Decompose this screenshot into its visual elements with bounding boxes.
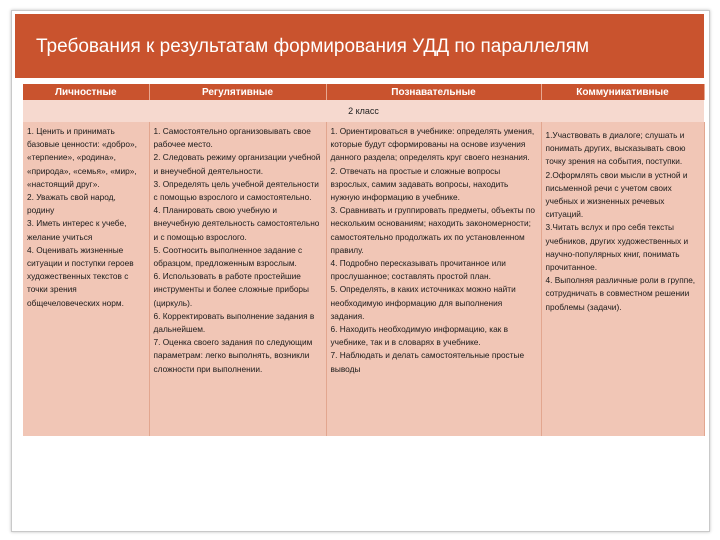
regulatory-text: 1. Самостоятельно организовывать свое рабочее место. 2. Следовать режиму организации учебной и внеучебной деятельности. 3. Определять цель учебной деятельности с помощью взрослого и самостоятельно. 4. Планировать свою учебную и внеучебную деятельность самостоятельно и с помощью взрослого. 5. Соотносить выполненное задание с образцом, предложенным взрослым. 6. Использовать в работе простейшие инструменты и более сложные приборы (циркуль). 6. Корректировать выполнение задания в дальнейшем. 7. Оценка своего задания по следующим параметрам: легко выполнять, возникли сложности при выполнении. [153,126,321,374]
personal-cell [23,122,149,436]
header-communicative: Коммуникативные [541,84,704,100]
header-cognitive: Познавательные [326,84,541,100]
requirements-table [23,84,705,436]
header-row [23,84,704,100]
grade-row [23,100,704,122]
header-personal: Личностные [23,84,149,100]
communicative-text: 1.Участвовать в диалоге; слушать и понимать других, высказывать свою точку зрения на события, поступки. 2.Оформлять свои мысли в устной и письменной речи с учетом своих учебных и жизненных речевых ситуаций. 3.Читать вслух и про себя тексты учебников, других художественных и научно-популярных книг, понимать прочитанное. 4. Выполняя различные роли в группе, сотрудничать в совместном решении проблемы (задачи). [545,130,696,312]
cognitive-cell [326,122,541,436]
content-row [23,122,704,436]
title-bar [15,14,704,78]
header-regulatory: Регулятивные [149,84,326,100]
cognitive-text: 1. Ориентироваться в учебнике: определять умения, которые будут сформированы на основе изучения данного раздела; определять круг своего незнания. 2. Отвечать на простые и сложные вопросы взрослых, самим задавать вопросы, находить нужную информацию в учебнике. 3. Сравнивать и группировать предметы, объекты по нескольким основаниям; находить закономерности; самостоятельно продолжать их по установленном правилу. 4. Подробно пересказывать прочитанное или прослушанное; составлять простой план. 5. Определять, в каких источниках можно найти необходимую информацию для выполнения задания. 6. Находить необходимую информацию, как в учебнике, так и в словарях в учебнике. 7. Наблюдать и делать самостоятельные простые выводы [330,126,535,374]
slide-title: Требования к результатам формирования УДД по параллелям [36,36,590,57]
personal-text: 1. Ценить и принимать базовые ценности: «добро», «терпение», «родина», «природа», «семья», «мир», «настоящий друг». 2. Уважать свой народ, родину 3. Иметь интерес к учебе, желание учиться 4. Оценивать жизненные ситуации и поступки героев художественных текстов с точки зрения общечеловеческих норм. [27,126,137,308]
requirements-table-container [23,84,704,436]
communicative-cell [541,122,704,436]
regulatory-cell [149,122,326,436]
grade-label: 2 класс [23,100,704,122]
